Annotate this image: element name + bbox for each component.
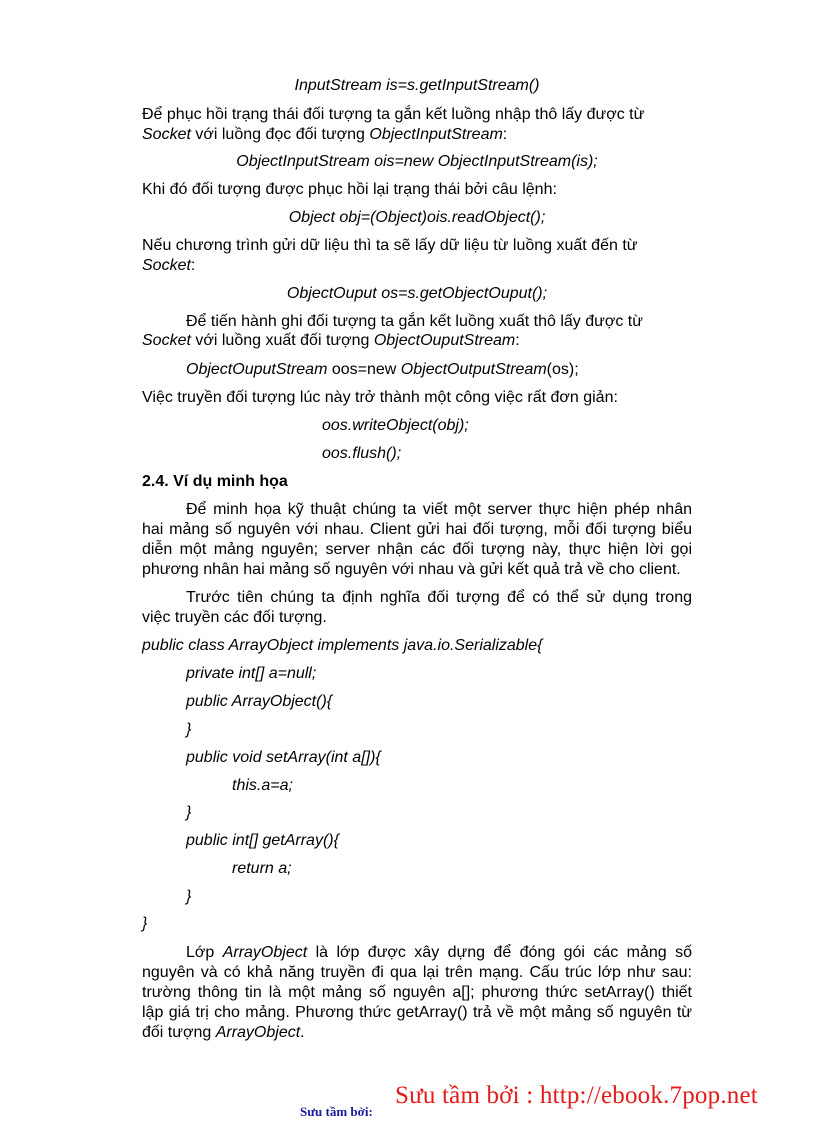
paragraph-line xyxy=(142,256,195,276)
code-line-write-object: oos.writeObject(obj); xyxy=(322,417,469,434)
footer-credit-link[interactable]: Sưu tầm bởi : http://ebook.7pop.net xyxy=(395,1082,758,1109)
inline-text: đối tượng xyxy=(142,1024,216,1041)
paragraph-line: Trước tiên chúng ta định nghĩa đối tượng để có thể sử dụng trong xyxy=(186,589,692,606)
paragraph-line: phương nhân hai mảng số nguyên với nhau và gửi kết quả trả về cho client. xyxy=(142,561,681,578)
paragraph-line xyxy=(142,943,692,963)
inline-text: . xyxy=(300,1024,305,1041)
code-line-read-object: Object obj=(Object)ois.readObject(); xyxy=(288,209,546,226)
inline-code: ObjectInputStream xyxy=(369,126,503,143)
code-line: this.a=a; xyxy=(232,777,293,794)
inline-text: Lớp xyxy=(186,944,223,961)
paragraph-line: Để phục hồi trạng thái đối tượng ta gắn kết luồng nhập thô lấy được từ xyxy=(142,106,645,123)
paragraph-line: hai mảng số nguyên với nhau. Client gửi hai đối tượng, mỗi đối tượng biểu xyxy=(142,521,692,538)
code-line-input-stream: InputStream is=s.getInputStream() xyxy=(294,77,540,94)
inline-code: ObjectOuputStream xyxy=(373,332,516,349)
section-heading: 2.4. Ví dụ minh họa xyxy=(142,473,288,490)
paragraph-line: Để minh họa kỹ thuật chúng ta viết một server thực hiện phép nhân xyxy=(186,501,692,518)
paragraph-line: nguyên và có khả năng truyền đi qua lại trên mạng. Cấu trúc lớp như sau: xyxy=(142,964,692,981)
paragraph-line: trường thông tin là một mảng số nguyên a[]; phương thức setArray() thiết xyxy=(142,984,692,1001)
inline-text: : xyxy=(515,332,520,349)
inline-text: (os); xyxy=(546,361,579,378)
paragraph-line: Để tiến hành ghi đối tượng ta gắn kết luồng xuất thô lấy được từ xyxy=(186,313,643,330)
code-line: } xyxy=(186,888,192,905)
code-line: public ArrayObject(){ xyxy=(186,693,333,710)
code-line-ois: ObjectInputStream ois=new ObjectInputStream(is); xyxy=(236,153,598,170)
paragraph-line: diễn một mảng nguyên; server nhận các đối tượng này, thực hiện lời gọi xyxy=(142,541,692,558)
footer-credit-label: Sưu tầm bởi: xyxy=(300,1104,373,1119)
inline-code: Socket xyxy=(142,126,191,143)
code-line: return a; xyxy=(232,860,292,877)
code-line: private int[] a=null; xyxy=(186,665,317,682)
inline-text: : xyxy=(502,126,508,143)
code-line: } xyxy=(186,804,192,821)
code-line: public int[] getArray(){ xyxy=(186,832,339,849)
code-line: } xyxy=(142,915,148,932)
inline-text: oos=new xyxy=(327,361,401,378)
inline-text: với luồng xuất đối tượng xyxy=(190,332,374,349)
paragraph-line: lập giá trị cho mảng. Phương thức getArray() trả về một mảng số nguyên từ xyxy=(142,1004,692,1021)
inline-text: là lớp được xây dựng để đóng gói các mảng số xyxy=(307,944,693,961)
paragraph-line xyxy=(142,1023,305,1043)
inline-text: : xyxy=(190,257,196,274)
inline-text: với luồng đọc đối tượng xyxy=(190,126,370,143)
paragraph-line: việc truyền các đối tượng. xyxy=(142,609,327,626)
inline-code: Socket xyxy=(142,332,191,349)
inline-code: ObjectOutputStream xyxy=(400,361,547,378)
code-line: } xyxy=(186,721,192,738)
paragraph-line: Khi đó đối tượng được phục hồi lại trạng thái bởi câu lệnh: xyxy=(142,181,557,198)
inline-code: Socket xyxy=(142,257,191,274)
paragraph-line: Việc truyền đối tượng lúc này trở thành một công việc rất đơn giản: xyxy=(142,389,618,406)
code-line-oos xyxy=(186,360,579,380)
inline-code: ArrayObject xyxy=(215,1024,301,1041)
paragraph-line: Nếu chương trình gửi dữ liệu thì ta sẽ lấy dữ liệu từ luồng xuất đến từ xyxy=(142,237,638,254)
code-line: public void setArray(int a[]){ xyxy=(186,749,381,766)
inline-code: ObjectOuputStream xyxy=(186,361,328,378)
code-line: public class ArrayObject implements java.io.Serializable{ xyxy=(142,637,543,654)
paragraph-line xyxy=(142,125,507,145)
paragraph-line xyxy=(142,331,520,351)
code-line-flush: oos.flush(); xyxy=(322,445,402,462)
code-line-object-output: ObjectOuput os=s.getObjectOuput(); xyxy=(286,285,548,302)
inline-code: ArrayObject xyxy=(222,944,308,961)
